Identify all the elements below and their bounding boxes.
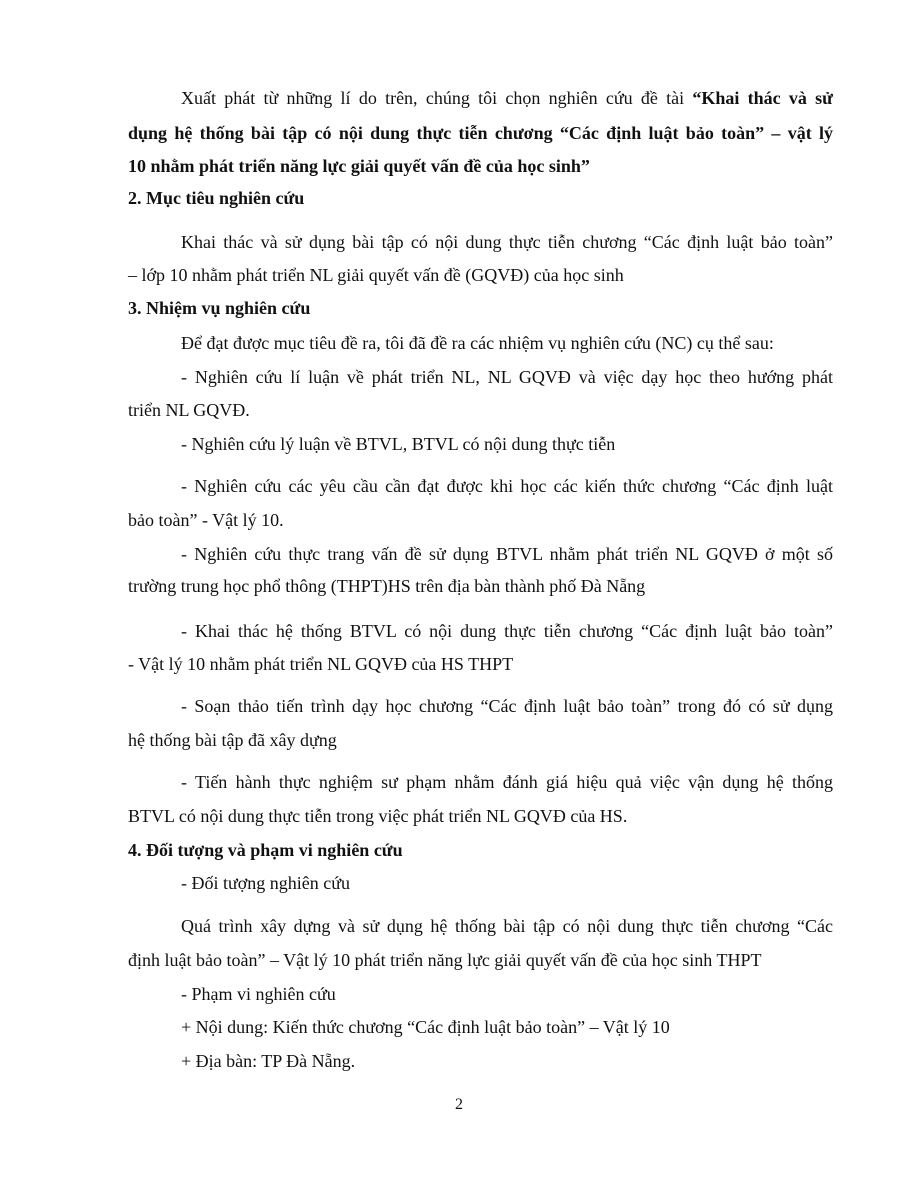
intro-text: Xuất phát từ những lí do trên, chúng tôi chọn nghiên cứu đề tài <box>181 88 693 108</box>
section-3-intro: Để đạt được mục tiêu đề ra, tôi đã đề ra các nhiệm vụ nghiên cứu (NC) cụ thể sau: <box>181 333 774 353</box>
task-5-line-1: - Khai thác hệ thống BTVL có nội dung thực tiễn chương “Các định luật bảo toàn” <box>181 621 833 641</box>
section-4-heading: 4. Đối tượng và phạm vi nghiên cứu <box>128 840 403 860</box>
task-7-line-2: BTVL có nội dung thực tiễn trong việc phát triển NL GQVĐ của HS. <box>128 806 628 826</box>
object-label: - Đối tượng nghiên cứu <box>181 873 351 893</box>
thesis-title-line-3: 10 nhằm phát triển năng lực giải quyết vấn đề của học sinh” <box>128 156 590 176</box>
task-6-line-2: hệ thống bài tập đã xây dựng <box>128 730 337 750</box>
section-2-line-1: Khai thác và sử dụng bài tập có nội dung thực tiễn chương “Các định luật bảo toàn” <box>181 232 833 252</box>
object-line-1: Quá trình xây dựng và sử dụng hệ thống bài tập có nội dung thực tiễn chương “Các <box>181 916 833 936</box>
section-2-line-2: – lớp 10 nhằm phát triển NL giải quyết vấn đề (GQVĐ) của học sinh <box>128 265 624 285</box>
task-7-line-1: - Tiến hành thực nghiệm sư phạm nhằm đánh giá hiệu quả việc vận dụng hệ thống <box>181 772 833 792</box>
task-2: - Nghiên cứu lý luận về BTVL, BTVL có nội dung thực tiễn <box>181 434 616 454</box>
task-4-line-2: trường trung học phổ thông (THPT)HS trên địa bàn thành phố Đà Nẵng <box>128 576 646 596</box>
task-1-line-2: triển NL GQVĐ. <box>128 400 250 420</box>
section-2-heading: 2. Mục tiêu nghiên cứu <box>128 188 305 208</box>
object-line-2: định luật bảo toàn” – Vật lý 10 phát triển năng lực giải quyết vấn đề của học sinh THPT <box>128 950 762 970</box>
page-number: 2 <box>455 1096 463 1113</box>
scope-label: - Phạm vi nghiên cứu <box>181 984 336 1004</box>
thesis-title-start: “Khai thác và sử <box>692 88 833 108</box>
scope-content: + Nội dung: Kiến thức chương “Các định luật bảo toàn” – Vật lý 10 <box>181 1017 670 1037</box>
thesis-title-line-2: dụng hệ thống bài tập có nội dung thực tiễn chương “Các định luật bảo toàn” – vật lý <box>128 123 833 143</box>
task-4-line-1: - Nghiên cứu thực trang vấn đề sử dụng BTVL nhằm phát triển NL GQVĐ ở một số <box>181 544 833 564</box>
task-6-line-1: - Soạn thảo tiến trình dạy học chương “Các định luật bảo toàn” trong đó có sử dụng <box>181 696 833 716</box>
section-3-heading: 3. Nhiệm vụ nghiên cứu <box>128 298 311 318</box>
scope-area: + Địa bàn: TP Đà Nẵng. <box>181 1051 356 1071</box>
task-5-line-2: - Vật lý 10 nhằm phát triển NL GQVĐ của HS THPT <box>128 654 514 674</box>
task-3-line-1: - Nghiên cứu các yêu cầu cần đạt được khi học các kiến thức chương “Các định luật <box>181 476 833 496</box>
task-3-line-2: bảo toàn” - Vật lý 10. <box>128 510 284 530</box>
task-1-line-1: - Nghiên cứu lí luận về phát triển NL, NL GQVĐ và việc dạy học theo hướng phát <box>181 367 833 387</box>
intro-line-1 <box>181 87 833 109</box>
